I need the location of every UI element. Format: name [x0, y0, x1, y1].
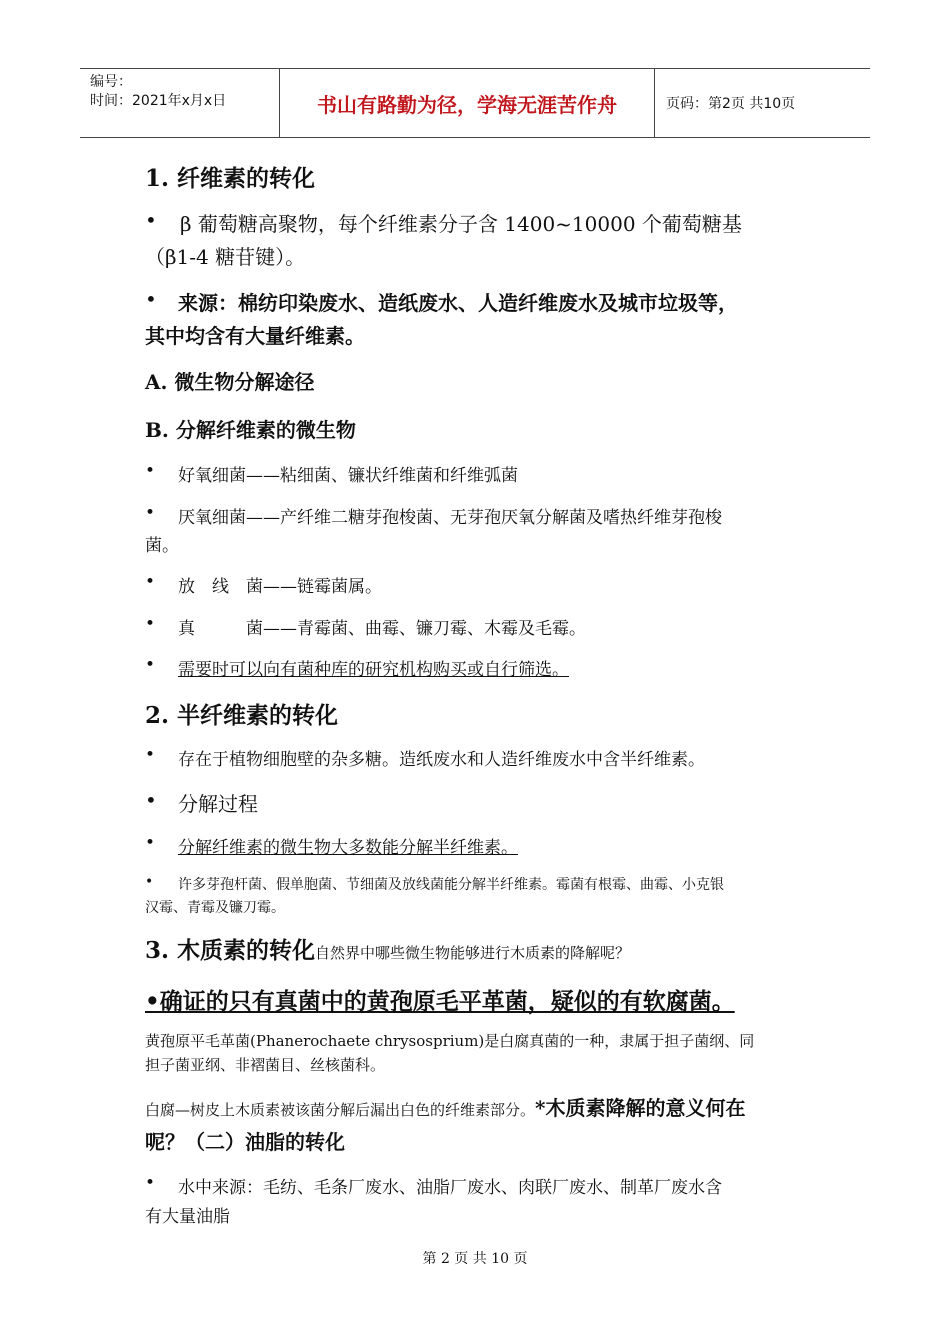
- list-item-actinomycetes: 放 线 菌——链霉菌属。: [178, 577, 382, 597]
- bullet: •: [145, 614, 156, 634]
- para-2-line-1: 来源：棉纺印染废水、造纸废水、人造纤维废水及城市垃圾等，: [178, 291, 738, 315]
- section-1-title: 1. 纤维素的转化: [145, 165, 316, 192]
- section-3-note: 自然界中哪些微生物能够进行木质素的降解呢？: [315, 944, 631, 962]
- para-1-line-1: β 葡萄糖高聚物，每个纤维素分子含 1400~10000 个葡萄糖基: [180, 212, 742, 236]
- para-2-line-2: 其中均含有大量纤维素。: [145, 324, 365, 348]
- hemicellulose-intro: 存在于植物细胞壁的杂多糖。造纸废水和人造纤维废水中含半纤维素。: [178, 750, 705, 770]
- bullet: •: [145, 572, 156, 592]
- phanerochaete-line-1: 黄孢原平毛革菌(Phanerochaete chrysosprium)是白腐真菌的一种，隶属于担子菌纲、同: [145, 1032, 755, 1050]
- section-2-title: 2. 半纤维素的转化: [145, 702, 339, 729]
- phanerochaete-line-2: 担子菌亚纲、非褶菌目、丝核菌科。: [145, 1056, 386, 1074]
- bullet: •: [145, 655, 156, 675]
- hemicellulose-microbes: 分解纤维素的微生物大多数能分解半纤维素。: [178, 838, 518, 858]
- section-b-title: B. 分解纤维素的微生物: [145, 418, 356, 442]
- bullet: •: [145, 503, 156, 523]
- bullet: •: [145, 833, 156, 853]
- list-item-aerobic: 好氧细菌——粘细菌、镰状纤维菌和纤维弧菌: [178, 466, 518, 486]
- white-rot-line: [145, 1092, 810, 1121]
- page-footer: 第 2 页 共 10 页: [422, 1251, 528, 1267]
- oil-source-line-2: 有大量油脂: [145, 1207, 230, 1227]
- white-rot-text: 白腐—树皮上木质素被该菌分解后漏出白色的纤维素部分。: [145, 1101, 536, 1119]
- para-1-line-2: （β1-4 糖苷键）。: [145, 245, 306, 269]
- bullet: •: [145, 874, 154, 890]
- bullet: •: [145, 1173, 156, 1193]
- page-info: 页码：第2页 共10页: [666, 96, 796, 112]
- list-item-anaerobic-line-2: 菌。: [145, 536, 179, 556]
- list-item-anaerobic-line-1: 厌氧细菌——产纤维二糖芽孢梭菌、无芽孢厌氧分解菌及嗜热纤维芽孢梭: [178, 508, 722, 528]
- oil-section-line: 呢？（二）油脂的转化: [145, 1130, 345, 1154]
- bullet: •: [145, 287, 157, 311]
- bullet: •: [145, 208, 157, 232]
- bullet: •: [145, 745, 156, 765]
- lignin-significance: *木质素降解的意义何在: [535, 1096, 746, 1120]
- section-a-title: A. 微生物分解途径: [145, 370, 315, 394]
- decomposition-process: 分解过程: [178, 792, 258, 816]
- oil-source-line-1: 水中来源：毛纺、毛条厂废水、油脂厂废水、肉联厂废水、制革厂废水含: [178, 1178, 722, 1198]
- hemicellulose-detail-line-2: 汉霉、青霉及镰刀霉。: [145, 900, 285, 916]
- motto: 书山有路勤为径，学海无涯苦作舟: [280, 69, 655, 137]
- header-left-cell: [80, 69, 280, 137]
- hemicellulose-detail-line-1: 许多芽孢杆菌、假单胞菌、节细菌及放线菌能分解半纤维素。霉菌有根霉、曲霉、小克银: [178, 877, 724, 893]
- bullet: •: [145, 461, 156, 481]
- bullet: •: [145, 788, 157, 812]
- time-label: 时间：2021年x月x日: [90, 93, 227, 109]
- number-label: 编号：: [90, 74, 132, 90]
- section-3-title: 3. 木质素的转化: [145, 937, 316, 964]
- list-item-fungi: 真 菌——青霉菌、曲霉、镰刀霉、木霉及毛霉。: [178, 619, 586, 639]
- section-3-heading: [145, 932, 810, 965]
- list-item-purchase: 需要时可以向有菌种库的研究机构购买或自行筛选。: [178, 660, 569, 680]
- header-table: [80, 68, 870, 138]
- lignin-fungi-statement: •确证的只有真菌中的黄孢原毛平革菌，疑似的有软腐菌。: [145, 988, 735, 1015]
